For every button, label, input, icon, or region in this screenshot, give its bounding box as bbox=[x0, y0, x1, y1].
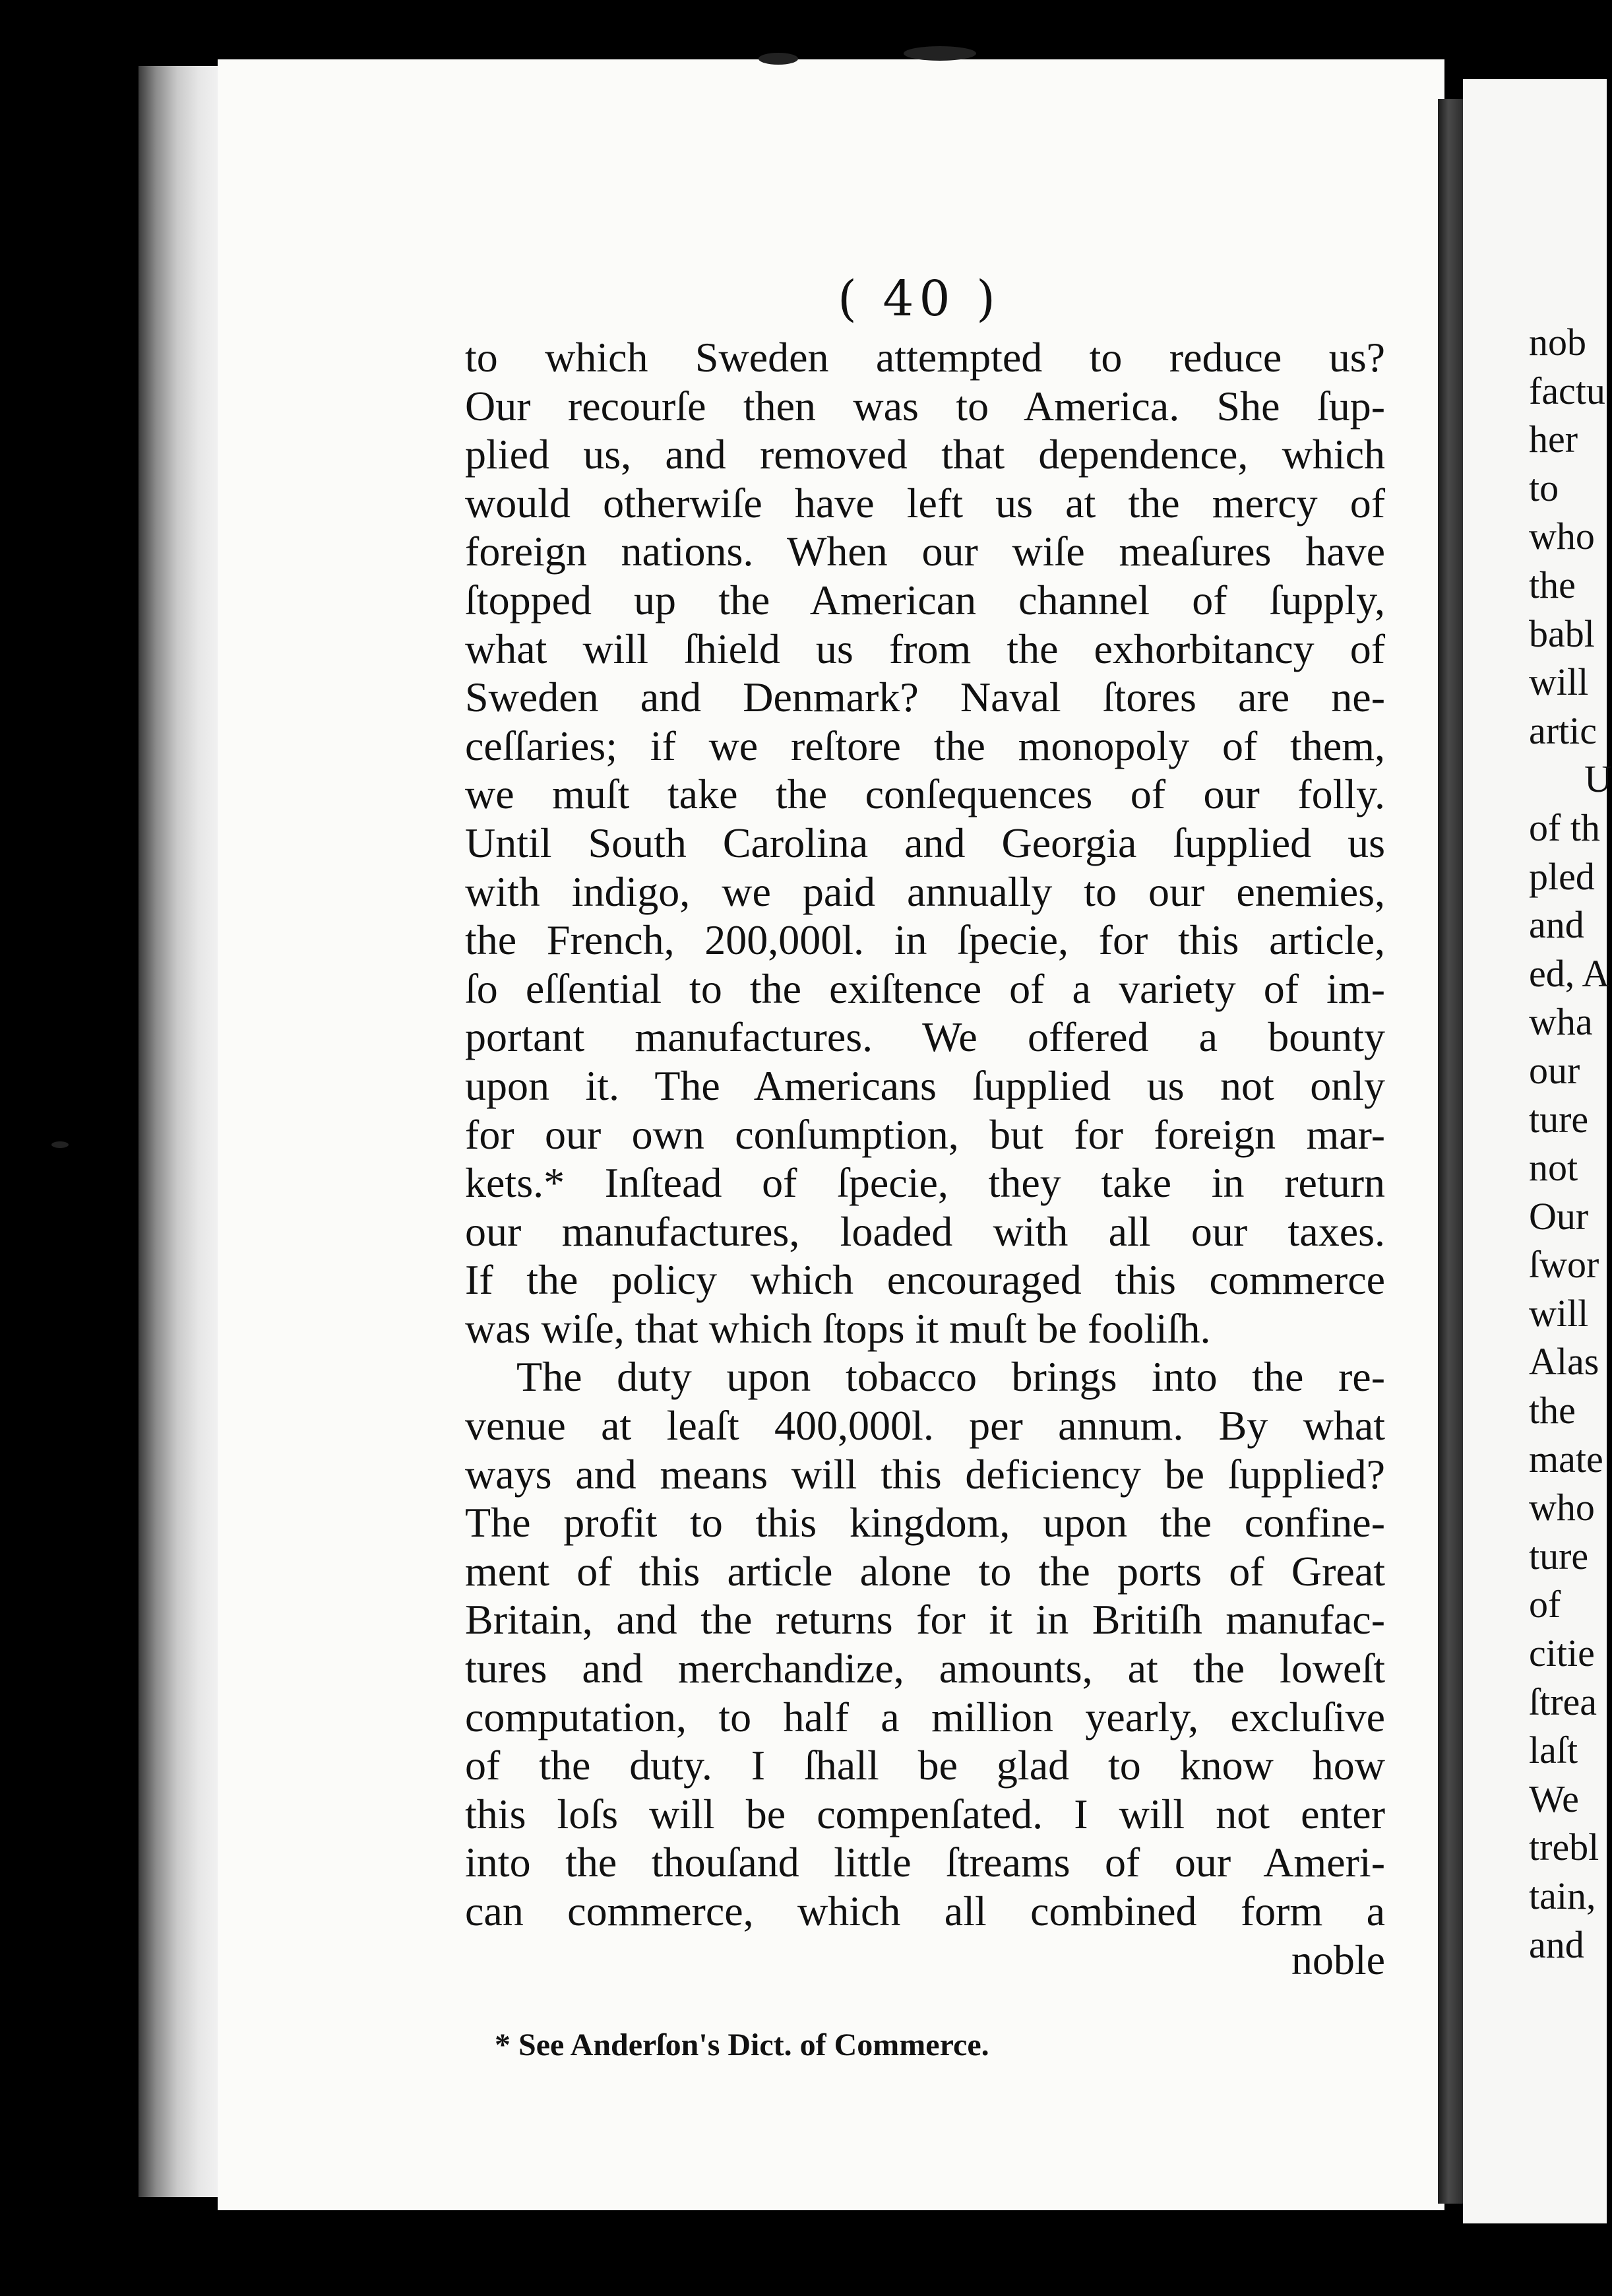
facing-line: factu bbox=[1529, 369, 1605, 412]
text-line: for our own conſumption, but for foreign mar- bbox=[465, 1110, 1385, 1158]
text-line: venue at leaſt 400,000l. per annum. By what bbox=[465, 1402, 1385, 1450]
facing-line: to bbox=[1529, 466, 1559, 509]
text-line: If the policy which encouraged this commerce bbox=[465, 1256, 1385, 1304]
text-line: The duty upon tobacco brings into the re- bbox=[516, 1353, 1385, 1401]
text-line: foreign nations. When our wiſe meaſures have bbox=[465, 528, 1385, 575]
text-line: the French, 200,000l. in ſpecie, for this article, bbox=[465, 916, 1385, 964]
text-line: Until South Carolina and Georgia ſupplied us bbox=[465, 819, 1385, 866]
facing-line: of bbox=[1529, 1583, 1561, 1626]
text-line: with indigo, we paid annually to our enemies, bbox=[465, 868, 1385, 915]
facing-line: and bbox=[1529, 903, 1584, 947]
facing-line: tain, bbox=[1529, 1874, 1596, 1917]
facing-line: wha bbox=[1529, 1000, 1593, 1044]
facing-line: ſwor bbox=[1529, 1243, 1599, 1287]
page-edge-stack bbox=[139, 66, 224, 2197]
facing-line: Our bbox=[1529, 1194, 1589, 1238]
text-line: ment of this article alone to the ports of Great bbox=[465, 1547, 1385, 1595]
facing-line: U bbox=[1584, 757, 1612, 801]
text-line: tures and merchandize, amounts, at the loweſt bbox=[465, 1645, 1385, 1692]
body-text bbox=[465, 333, 1385, 1984]
text-line: this loſs will be compenſated. I will not enter bbox=[465, 1790, 1385, 1837]
facing-line: mate bbox=[1529, 1437, 1603, 1481]
facing-line: We bbox=[1529, 1777, 1579, 1820]
text-line: The profit to this kingdom, upon the confine- bbox=[465, 1499, 1385, 1547]
ink-speck bbox=[51, 1141, 69, 1148]
facing-line: trebl bbox=[1529, 1826, 1599, 1869]
text-line: ceſſaries; if we reſtore the monopoly of them, bbox=[465, 722, 1385, 769]
text-line: of the duty. I ſhall be glad to know how bbox=[465, 1742, 1385, 1789]
catchword: noble bbox=[1291, 1936, 1385, 1983]
facing-line: ture bbox=[1529, 1097, 1589, 1141]
footnote: * See Anderſon's Dict. of Commerce. bbox=[495, 2027, 989, 2062]
facing-line: her bbox=[1529, 418, 1578, 461]
facing-line: laſt bbox=[1529, 1729, 1578, 1772]
text-line: portant manufactures. We offered a bounty bbox=[465, 1013, 1385, 1061]
text-line: can commerce, which all combined form a bbox=[465, 1888, 1385, 1934]
facing-line: who bbox=[1529, 515, 1595, 558]
text-line: ſtopped up the American channel of ſupply, bbox=[465, 576, 1385, 623]
ink-speck bbox=[759, 53, 798, 65]
text-line: plied us, and removed that dependence, which bbox=[465, 431, 1385, 478]
text-line: ſo eſſential to the exiſtence of a variety of im- bbox=[465, 965, 1385, 1012]
text-line: Sweden and Denmark? Naval ſtores are ne- bbox=[465, 674, 1385, 721]
facing-line: our bbox=[1529, 1048, 1580, 1092]
facing-line: the bbox=[1529, 563, 1576, 606]
text-line: what will ſhield us from the exhorbitancy of bbox=[465, 625, 1385, 672]
text-line: into the thouſand little ſtreams of our Ameri- bbox=[465, 1839, 1385, 1886]
text-line: ways and means will this deficiency be ſupplied? bbox=[465, 1450, 1385, 1498]
facing-line: ture bbox=[1529, 1534, 1589, 1578]
text-line: would otherwiſe have left us at the mercy of bbox=[465, 479, 1385, 526]
ink-speck bbox=[904, 46, 976, 61]
facing-line: ed, A bbox=[1529, 951, 1610, 995]
facing-line: not bbox=[1529, 1146, 1578, 1190]
page-number-header: ( 40 ) bbox=[838, 271, 1001, 327]
facing-line: babl bbox=[1529, 612, 1595, 655]
facing-line: the bbox=[1529, 1389, 1576, 1432]
facing-line: who bbox=[1529, 1486, 1595, 1529]
facing-line: will bbox=[1529, 660, 1589, 704]
text-line: to which Sweden attempted to reduce us? bbox=[465, 334, 1385, 381]
facing-line: pled bbox=[1529, 854, 1595, 898]
text-line: Britain, and the returns for it in Britiſh manufac- bbox=[465, 1596, 1385, 1643]
text-line: computation, to half a million yearly, excluſive bbox=[465, 1693, 1385, 1740]
text-line: we muſt take the conſequences of our folly. bbox=[465, 771, 1385, 818]
facing-line: of th bbox=[1529, 806, 1600, 849]
facing-line: artic bbox=[1529, 709, 1597, 752]
facing-line: citie bbox=[1529, 1632, 1595, 1675]
text-line: Our recourſe then was to America. She ſup- bbox=[465, 382, 1385, 430]
facing-line: ſtrea bbox=[1529, 1680, 1597, 1723]
book-gutter bbox=[1438, 99, 1464, 2204]
facing-page-text bbox=[1529, 318, 1612, 1969]
text-line: kets.* Inſtead of ſpecie, they take in return bbox=[465, 1159, 1385, 1207]
text-line: was wiſe, that which ſtops it muſt be fooliſh. bbox=[465, 1304, 1211, 1352]
text-line: upon it. The Americans ſupplied us not only bbox=[465, 1062, 1385, 1109]
facing-line: and bbox=[1529, 1923, 1584, 1966]
text-line: our manufactures, loaded with all our taxes. bbox=[465, 1207, 1385, 1255]
facing-line: will bbox=[1529, 1291, 1589, 1335]
facing-line: Alas bbox=[1529, 1340, 1599, 1384]
facing-line: nob bbox=[1529, 321, 1586, 364]
